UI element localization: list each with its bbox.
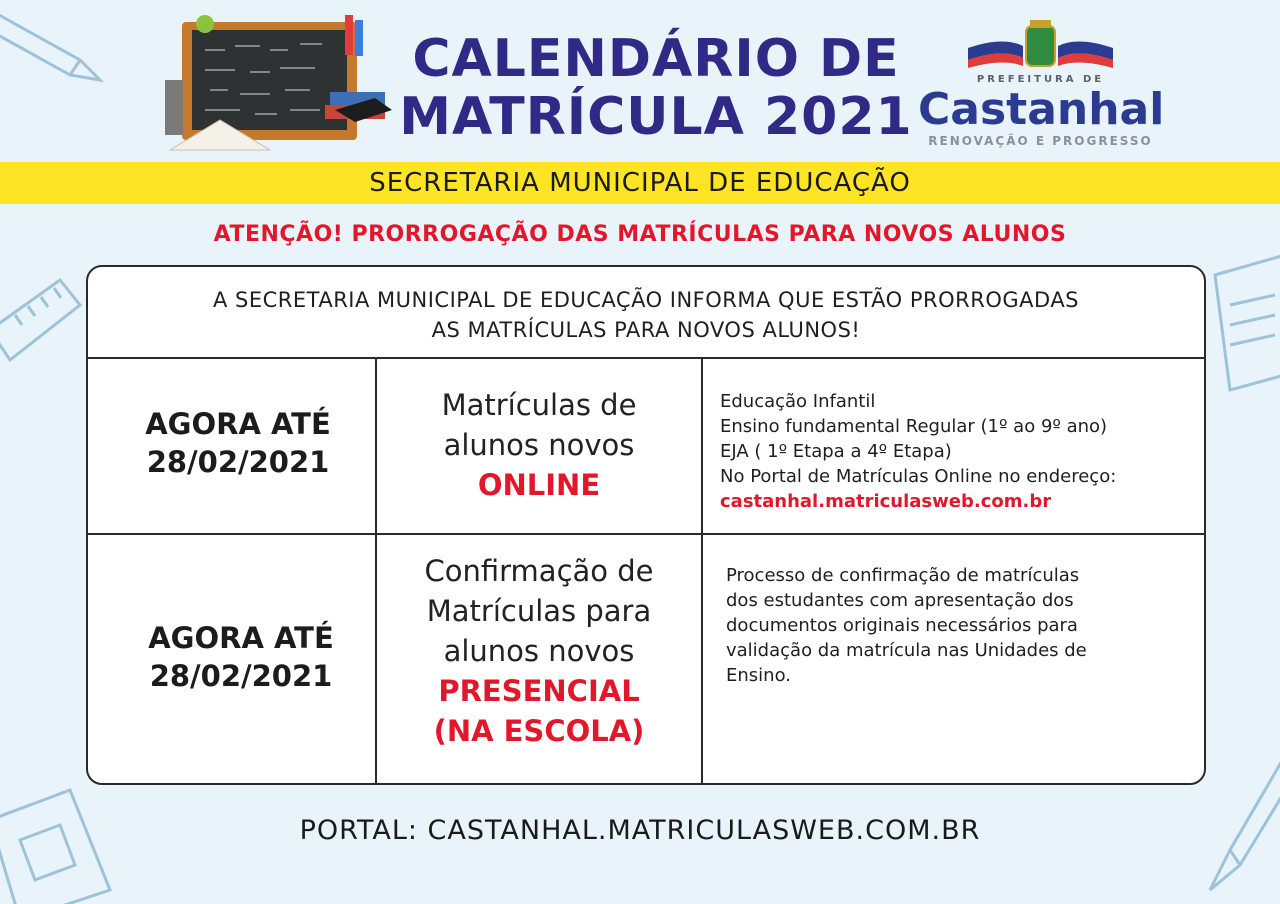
detail-line: Ensino. xyxy=(726,665,791,686)
type-line: alunos novos xyxy=(443,428,635,462)
date-line-2: 28/02/2021 xyxy=(149,659,333,693)
logo-name: Castanhal xyxy=(918,84,1165,135)
portal-link[interactable]: castanhal.matriculasweb.com.br xyxy=(720,491,1052,512)
table-row-2-date xyxy=(88,619,394,695)
ruler-icon xyxy=(0,270,90,390)
detail-line: Educação Infantil xyxy=(720,391,876,412)
info-table xyxy=(86,265,1206,785)
intro-line-1: A SECRETARIA MUNICIPAL DE EDUCAÇÃO INFORMA QUE ESTÃO PRORROGADAS xyxy=(212,288,1080,312)
detail-line: No Portal de Matrículas Online no endereço: xyxy=(720,466,1117,487)
notebook-icon xyxy=(1205,245,1280,395)
divider xyxy=(88,533,1204,535)
detail-line: dos estudantes com apresentação dos xyxy=(726,590,1074,611)
detail-line: validação da matrícula nas Unidades de xyxy=(726,640,1087,661)
table-row-1-date xyxy=(88,405,388,481)
date-line-1: AGORA ATÉ xyxy=(145,407,331,441)
intro-text xyxy=(88,267,1204,357)
type-mode: (NA ESCOLA) xyxy=(433,714,645,748)
date-line-1: AGORA ATÉ xyxy=(148,621,334,655)
divider xyxy=(701,357,703,785)
intro-line-2: AS MATRÍCULAS PARA NOVOS ALUNOS! xyxy=(431,318,861,342)
divider xyxy=(88,357,1204,359)
detail-line: Ensino fundamental Regular (1º ao 9º ano) xyxy=(720,416,1108,437)
table-row-1-type xyxy=(377,385,701,505)
pencil-icon xyxy=(0,0,120,100)
table-row-2-type xyxy=(377,551,701,751)
logo-tagline: RENOVAÇÃO E PROGRESSO xyxy=(928,134,1153,148)
type-mode: PRESENCIAL xyxy=(438,674,640,708)
title-line-1: CALENDÁRIO DE xyxy=(412,29,900,89)
title-line-2: MATRÍCULA 2021 xyxy=(399,87,913,147)
portal-footer: PORTAL: CASTANHAL.MATRICULASWEB.COM.BR xyxy=(299,815,981,846)
date-line-2: 28/02/2021 xyxy=(146,445,330,479)
table-row-1-detail xyxy=(720,389,1200,514)
prefeitura-logo xyxy=(918,18,1163,148)
detail-line: EJA ( 1º Etapa a 4º Etapa) xyxy=(720,441,952,462)
department-banner: SECRETARIA MUNICIPAL DE EDUCAÇÃO xyxy=(0,162,1280,204)
alert-heading: ATENÇÃO! PRORROGAÇÃO DAS MATRÍCULAS PARA NOVOS ALUNOS xyxy=(213,222,1067,247)
type-line: Confirmação de xyxy=(424,554,654,588)
type-line: Matrículas para xyxy=(426,594,652,628)
detail-line: documentos originais necessários para xyxy=(726,615,1078,636)
table-row-2-detail xyxy=(726,563,1196,688)
page-title xyxy=(396,30,916,146)
type-mode: ONLINE xyxy=(477,468,601,502)
chalkboard-icon xyxy=(160,10,395,160)
detail-line: Processo de confirmação de matrículas xyxy=(726,565,1080,586)
type-line: alunos novos xyxy=(443,634,635,668)
type-line: Matrículas de xyxy=(441,388,637,422)
logo-prefix: PREFEITURA DE xyxy=(976,74,1105,85)
coat-of-arms-icon xyxy=(968,18,1113,74)
